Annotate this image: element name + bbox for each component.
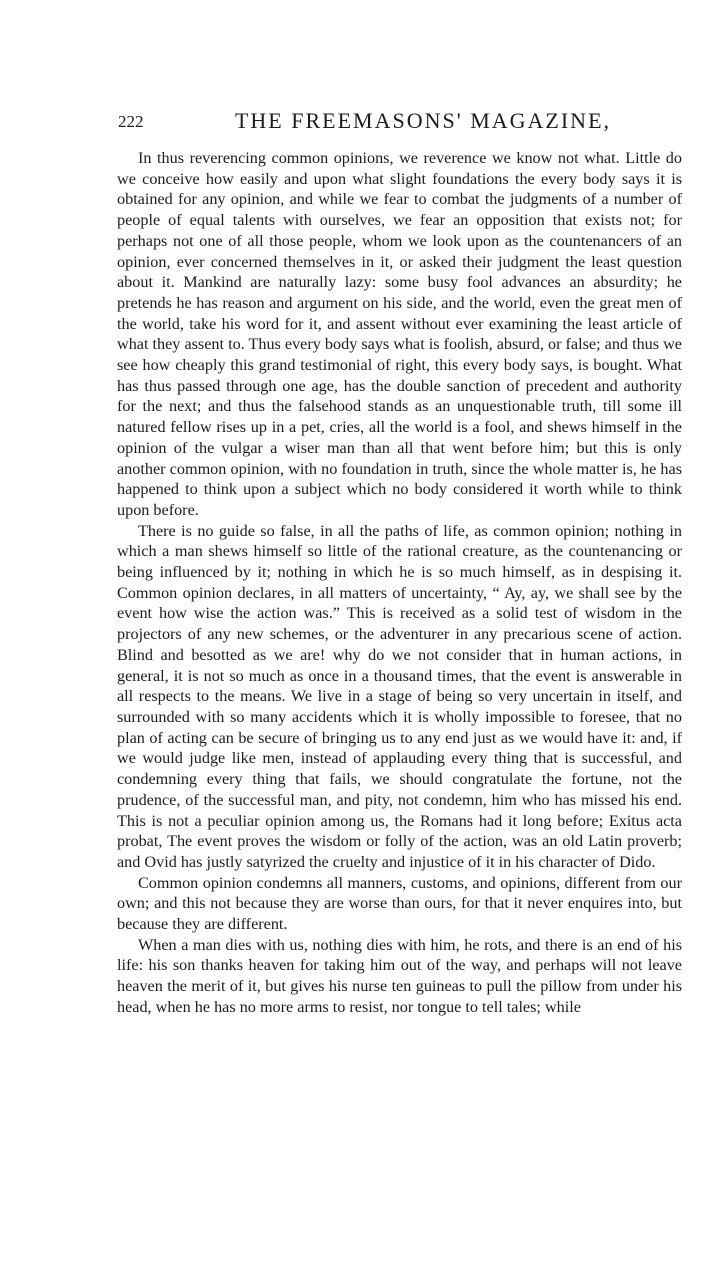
- paragraph: There is no guide so false, in all the paths of life, as common opinion; nothing in which a man shews himself so little of the rational creature, as the countenancing or being influenced by it; nothing in which he is so much himself, as in despising it. Common opinion declares, in all matters of uncertainty, “ Ay, ay, we shall see by the event how wise the action was.” This is received as a solid test of wisdom in the projectors of any new schemes, or the adventurer in any precarious scene of action. Blind and besotted as we are! why do we not consider that in human actions, in general, it is not so much as once in a thousand times, that the event is answerable in all respects to the means. We live in a stage of being so very uncertain in itself, and surrounded with so many accidents which it is wholly impossible to foresee, that no plan of acting can be secure of bringing us to any end just as we would have it: and, if we would judge like men, instead of applauding every thing that is successful, and condemning every thing that fails, we should congratulate the fortune, not the prudence, of the successful man, and pity, not condemn, him who has missed his end. This is not a peculiar opinion among us, the Romans had it long before; Exitus acta probat, The event proves the wisdom or folly of the action, was an old Latin proverb; and Ovid has justly satyrized the cruelty and injustice of it in his character of Dido.: [117, 521, 682, 871]
- running-title: THE FREEMASONS' MAGAZINE,: [234, 108, 612, 133]
- paragraph: When a man dies with us, nothing dies with him, he rots, and there is an end of his life: his son thanks heaven for taking him out of the way, and perhaps will not leave heaven the merit of it, but gives his nurse ten guineas to pull the pillow from under his head, when he has no more arms to resist, nor tongue to tell tales; while: [117, 935, 682, 1016]
- body-text: [117, 148, 682, 1018]
- paragraph: Common opinion condemns all manners, customs, and opinions, different from our own; and this not because they are worse than ours, for that it never enquires into, but because they are different.: [117, 873, 682, 934]
- page-header: [118, 108, 688, 138]
- paragraph: In thus reverencing common opinions, we reverence we know not what. Little do we conceive how easily and upon what slight foundations the every body says it is obtained for any opinion, and while we fear to combat the judgments of a number of people of equal talents with ourselves, we fear an opposition that exists not; for perhaps not one of all those people, whom we look upon as the countenancers of an opinion, ever concerned themselves in it, or asked their judgment the least question about it. Mankind are naturally lazy: some busy fool advances an absurdity; he pretends he has reason and argument on his side, and the world, even the great men of the world, take his word for it, and assent without ever examining the least article of what they assent to. Thus every body says what is foolish, absurd, or false; and thus we see how cheaply this grand testimonial of right, this every body says, is bought. What has thus passed through one age, has the double sanction of precedent and authority for the next; and thus the falsehood stands as an unquestionable truth, till some ill natured fellow rises up in a pet, cries, all the world is a fool, and shews himself in the opinion of the vulgar a wiser man than all that went before him; but this is only another common opinion, with no foundation in truth, since the whole matter is, he has happened to think upon a subject which no body considered it worth while to think upon before.: [117, 149, 682, 519]
- page-number: 222: [118, 112, 144, 131]
